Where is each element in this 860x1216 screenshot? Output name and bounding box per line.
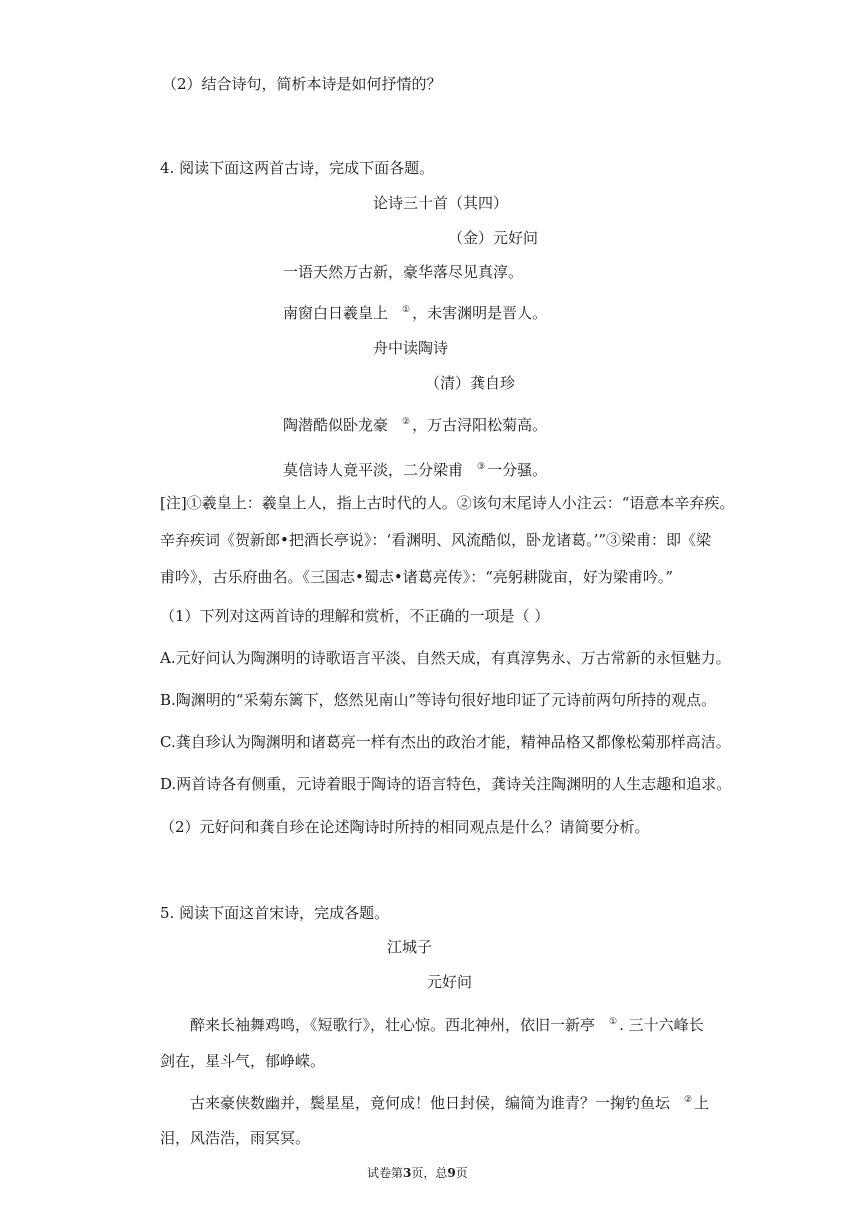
q5-intro: 5. 阅读下面这首宋诗，完成各题。: [160, 904, 390, 922]
q4-poem2-line1: 陶潜酷似卧龙豪 ② ，万古浔阳松菊高。: [283, 416, 548, 434]
footnote-marker: ②: [684, 1095, 693, 1105]
q4-poem1-author: （金）元好问: [448, 229, 539, 247]
q4-poem1-line2: 南窗白日羲皇上 ① ，未害渊明是晋人。: [283, 304, 548, 322]
footnote-marker: ②: [402, 417, 411, 427]
q5-stanza1-line2: 剑在，星斗气，郁峥嵘。: [160, 1052, 326, 1070]
footnote-marker: ①: [402, 305, 411, 315]
q4-option-a: A.元好问认为陶渊明的诗歌语言平淡、自然天成，有真淳隽永、万古常新的永恒魅力。: [160, 649, 731, 667]
q5-stanza2-line1: 古来豪侠数幽并，鬓星星，竟何成！他日封侯，编简为谁青？一掬钓鱼坛 ② 上: [190, 1094, 710, 1112]
q4-subquestion-1: （1）下列对这两首诗的理解和赏析，不正确的一项是（ ）: [160, 607, 550, 625]
q5-stanza1-line1: 醉来长袖舞鸡鸣，《短歌行》，壮心惊。西北神州，依旧一新亭 ① . 三十六峰长: [190, 1016, 704, 1034]
q4-note-line-2: 辛弃疾词《贺新郎•把酒长亭说》：‘看渊明、风流酷似，卧龙诸葛。’”③梁甫：即《梁: [160, 531, 712, 549]
q4-note-line-3: 甫吟》，古乐府曲名。《三国志•蜀志•诸葛亮传》：“亮躬耕陇亩，好为梁甫吟。”: [160, 568, 674, 586]
q4-poem2-author: （清）龚自珍: [425, 374, 516, 392]
q4-option-c: C.龚自珍认为陶渊明和诸葛亮一样有杰出的政治才能，精神品格又都像松菊那样高洁。: [160, 733, 731, 751]
q4-note-line-1: [注]①羲皇上：羲皇上人，指上古时代的人。②该句末尾诗人小注云：“语意本辛弃疾。: [160, 494, 735, 512]
q4-subquestion-2: （2）元好问和龚自珍在论述陶诗时所持的相同观点是什么？请简要分析。: [160, 818, 650, 836]
footnote-marker: ③: [477, 462, 486, 472]
q3-subquestion-2: （2）结合诗句，简析本诗是如何抒情的？: [162, 75, 442, 93]
q5-poem-title: 江城子: [387, 938, 433, 956]
q4-intro: 4. 阅读下面这两首古诗，完成下面各题。: [160, 159, 435, 177]
page-footer: 试卷第3页，总9页: [367, 1166, 468, 1180]
q4-poem1-title: 论诗三十首（其四）: [373, 194, 509, 212]
q5-poem-author: 元好问: [427, 973, 473, 991]
q5-stanza2-line2: 泪，风浩浩，雨冥冥。: [160, 1129, 311, 1147]
q4-poem2-title: 舟中读陶诗: [373, 339, 449, 357]
q4-option-b: B.陶渊明的“采菊东篱下，悠然见南山”等诗句很好地印证了元诗前两句所持的观点。: [160, 691, 717, 709]
q4-option-d: D.两首诗各有侧重，元诗着眼于陶诗的语言特色，龚诗关注陶渊明的人生志趣和追求。: [160, 775, 732, 793]
q4-poem2-line2: 莫信诗人竟平淡，二分梁甫 ③ 一分骚。: [283, 461, 548, 479]
page-total: 9: [447, 1166, 456, 1180]
page-number: 3: [403, 1166, 412, 1180]
q4-poem1-line1: 一语天然万古新，豪华落尽见真淳。: [283, 263, 524, 281]
footnote-marker: ①: [609, 1017, 618, 1027]
